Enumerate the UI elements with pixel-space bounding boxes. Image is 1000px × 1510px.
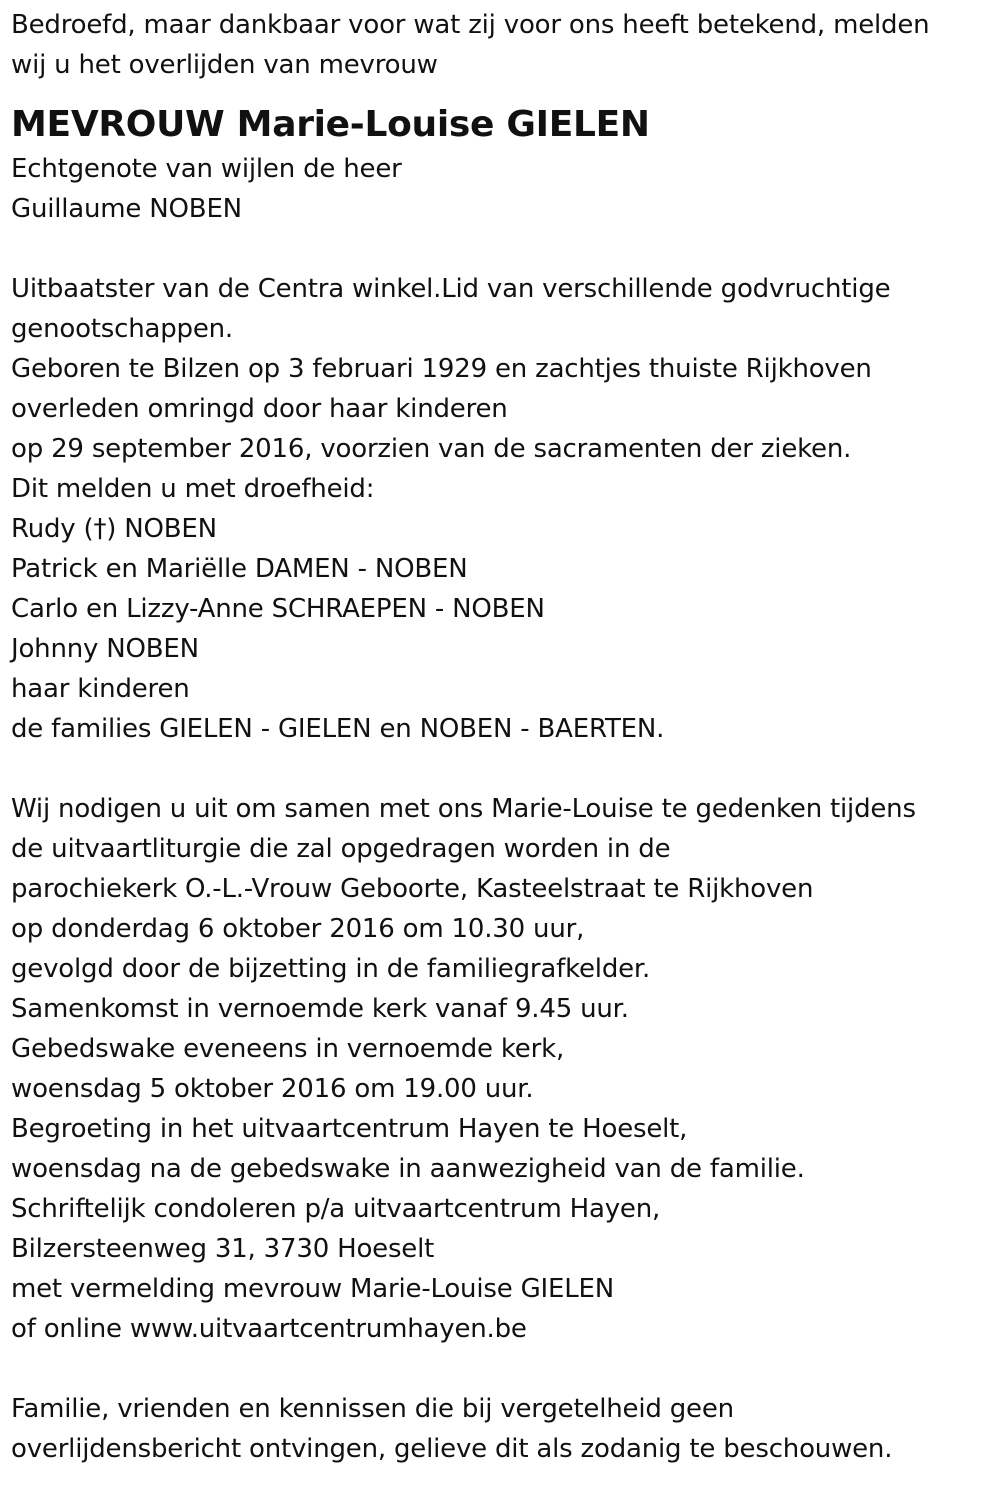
spouse-line: Echtgenote van wijlen de heer [11,154,402,184]
ceremony-line: woensdag 5 oktober 2016 om 19.00 uur. [11,1074,534,1104]
ceremony-paragraph [11,789,991,1349]
intro-line: Bedroefd, maar dankbaar voor wat zij voor ons heeft betekend, melden [11,10,930,40]
closing-line: overlijdensbericht ontvingen, gelieve dit als zodanig te beschouwen. [11,1434,893,1464]
ceremony-line: de uitvaartliturgie die zal opgedragen worden in de [11,834,671,864]
paragraph-spacer [11,1349,991,1389]
intro-line: wij u het overlijden van mevrouw [11,50,438,80]
ceremony-line: Begroeting in het uitvaartcentrum Hayen te Hoeselt, [11,1114,688,1144]
ceremony-line: Samenkomst in vernoemde kerk vanaf 9.45 uur. [11,994,629,1024]
family-member-line: Carlo en Lizzy-Anne SCHRAEPEN - NOBEN [11,594,545,624]
paragraph-spacer [11,749,991,789]
ceremony-line: woensdag na de gebedswake in aanwezigheid van de familie. [11,1154,805,1184]
body-line: Geboren te Bilzen op 3 februari 1929 en zachtjes thuiste Rijkhoven [11,354,872,384]
ceremony-line: Bilzersteenweg 31, 3730 Hoeselt [11,1234,435,1264]
intro-paragraph [11,5,991,85]
obituary-notice [11,5,991,1469]
family-member-line: Rudy (†) NOBEN [11,514,217,544]
paragraph-spacer [11,229,991,269]
spouse-paragraph [11,149,991,229]
family-member-line: Johnny NOBEN [11,634,199,664]
ceremony-line: parochiekerk O.-L.-Vrouw Geboorte, Kasteelstraat te Rijkhoven [11,874,814,904]
closing-line: Familie, vrienden en kennissen die bij vergetelheid geen [11,1394,734,1424]
ceremony-line: Wij nodigen u uit om samen met ons Marie-Louise te gedenken tijdens [11,794,916,824]
body-line: op 29 september 2016, voorzien van de sacramenten der zieken. [11,434,852,464]
ceremony-line: Gebedswake eveneens in vernoemde kerk, [11,1034,565,1064]
ceremony-website-line: of online www.uitvaartcentrumhayen.be [11,1314,527,1344]
deceased-name-title: MEVROUW Marie-Louise GIELEN [11,104,650,145]
ceremony-line: gevolgd door de bijzetting in de familiegrafkelder. [11,954,651,984]
ceremony-line: op donderdag 6 oktober 2016 om 10.30 uur, [11,914,585,944]
spouse-line: Guillaume NOBEN [11,194,242,224]
body-line: haar kinderen [11,674,190,704]
body-line: genootschappen. [11,314,233,344]
family-member-line: Patrick en Mariëlle DAMEN - NOBEN [11,554,468,584]
body-line: Dit melden u met droefheid: [11,474,375,504]
ceremony-line: met vermelding mevrouw Marie-Louise GIELEN [11,1274,614,1304]
body-line: de families GIELEN - GIELEN en NOBEN - BAERTEN. [11,714,665,744]
body-line: overleden omringd door haar kinderen [11,394,508,424]
closing-paragraph [11,1389,991,1469]
ceremony-line: Schriftelijk condoleren p/a uitvaartcentrum Hayen, [11,1194,661,1224]
body-line: Uitbaatster van de Centra winkel.Lid van verschillende godvruchtige [11,274,891,304]
biography-paragraph [11,269,991,749]
